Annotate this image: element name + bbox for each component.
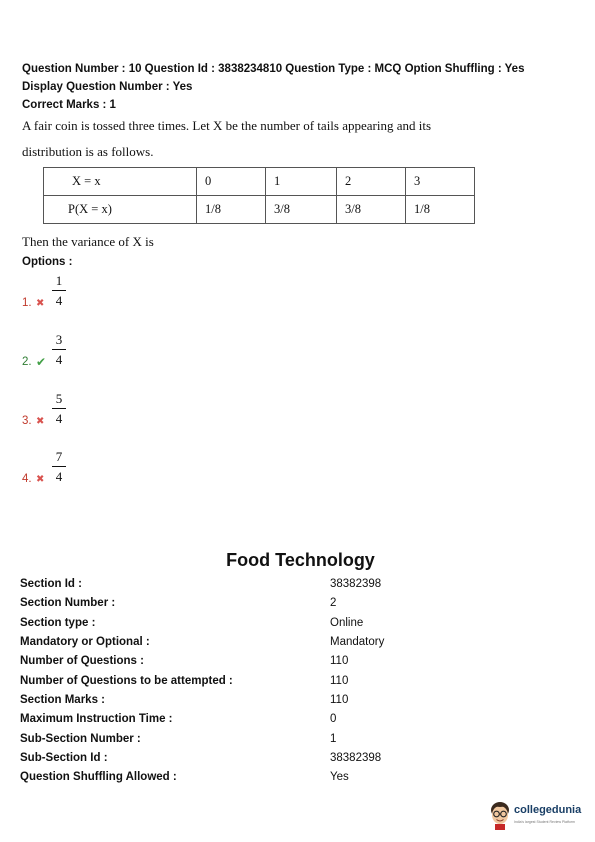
- mascot-icon: [488, 800, 512, 830]
- info-label: Mandatory or Optional :: [20, 636, 150, 648]
- distribution-table: [43, 167, 475, 224]
- info-value: Yes: [330, 771, 349, 783]
- section-info-row: [20, 752, 560, 770]
- info-label: Question Shuffling Allowed :: [20, 771, 177, 783]
- fraction-bar: [52, 349, 66, 350]
- table-cell: 0: [197, 168, 266, 196]
- table-cell: 1/8: [406, 196, 475, 224]
- cross-icon: ✖: [36, 298, 45, 309]
- info-value: 0: [330, 713, 337, 725]
- section-info-row: [20, 771, 560, 789]
- info-value: 1: [330, 733, 337, 745]
- fraction-bar: [52, 408, 66, 409]
- info-value: 110: [330, 694, 349, 706]
- fraction-numerator: 5: [55, 391, 63, 406]
- option-number: 2.: [22, 356, 32, 368]
- table-cell: 3/8: [266, 196, 337, 224]
- section-info-row: [20, 713, 560, 731]
- options-label: Options :: [22, 256, 73, 268]
- section-info-row: [20, 655, 560, 673]
- question-text-line-2: distribution is as follows.: [22, 144, 154, 159]
- section-info-row: [20, 733, 560, 751]
- cross-icon: ✖: [36, 416, 45, 427]
- fraction-denominator: 4: [55, 469, 63, 484]
- option-fraction: [52, 273, 66, 308]
- option-fraction: [52, 332, 66, 367]
- section-info-row: [20, 578, 560, 596]
- section-info-row: [20, 597, 560, 615]
- info-label: Number of Questions to be attempted :: [20, 675, 233, 687]
- brand-name: collegedunia: [514, 804, 582, 816]
- section-info-row: [20, 636, 560, 654]
- table-cell: 2: [337, 168, 406, 196]
- question-meta-line-1: Question Number : 10 Question Id : 3838234810 Question Type : MCQ Option Shuffling : Yes: [22, 63, 525, 75]
- info-value: 38382398: [330, 752, 382, 764]
- fraction-numerator: 7: [55, 449, 63, 464]
- fraction-bar: [52, 290, 66, 291]
- info-label: Sub-Section Id :: [20, 752, 108, 764]
- section-info-row: [20, 694, 560, 712]
- info-label: Section Id :: [20, 578, 82, 590]
- option-fraction: [52, 449, 66, 484]
- brand-tagline: India's largest Student Review Platform: [514, 820, 575, 824]
- fraction-numerator: 3: [55, 332, 63, 347]
- fraction-numerator: 1: [55, 273, 63, 288]
- info-value: 38382398: [330, 578, 382, 590]
- table-cell: 1: [266, 168, 337, 196]
- info-label: Number of Questions :: [20, 655, 144, 667]
- info-value: Online: [330, 617, 364, 629]
- info-value: Mandatory: [330, 636, 385, 648]
- check-icon: ✔: [36, 355, 47, 369]
- question-text-line-1: A fair coin is tossed three times. Let X be the number of tails appearing and its: [22, 118, 432, 133]
- fraction-denominator: 4: [55, 293, 63, 308]
- table-cell: 1/8: [197, 196, 266, 224]
- table-cell: 3: [406, 168, 475, 196]
- question-text-after-table: Then the variance of X is: [22, 234, 154, 249]
- question-meta-line-3: Correct Marks : 1: [22, 99, 116, 111]
- option-number: 3.: [22, 415, 32, 427]
- info-label: Maximum Instruction Time :: [20, 713, 173, 725]
- question-meta-line-2: Display Question Number : Yes: [22, 81, 193, 93]
- option-number: 4.: [22, 473, 32, 485]
- fraction-bar: [52, 466, 66, 467]
- info-value: 110: [330, 675, 349, 687]
- section-info-row: [20, 675, 560, 693]
- section-title: Food Technology: [226, 550, 375, 570]
- option-fraction: [52, 391, 66, 426]
- info-label: Section Number :: [20, 597, 116, 609]
- fraction-denominator: 4: [55, 411, 63, 426]
- section-info-row: [20, 617, 560, 635]
- info-label: Section type :: [20, 617, 96, 629]
- table-row: [44, 196, 475, 224]
- info-value: 2: [330, 597, 337, 609]
- table-cell: 3/8: [337, 196, 406, 224]
- table-header-x: X = x: [44, 168, 197, 196]
- fraction-denominator: 4: [55, 352, 63, 367]
- table-row: [44, 168, 475, 196]
- info-label: Sub-Section Number :: [20, 733, 141, 745]
- cross-icon: ✖: [36, 474, 45, 485]
- option-number: 1.: [22, 297, 32, 309]
- table-header-probability: P(X = x): [44, 196, 197, 224]
- collegedunia-logo: [488, 800, 592, 832]
- info-value: 110: [330, 655, 349, 667]
- info-label: Section Marks :: [20, 694, 105, 706]
